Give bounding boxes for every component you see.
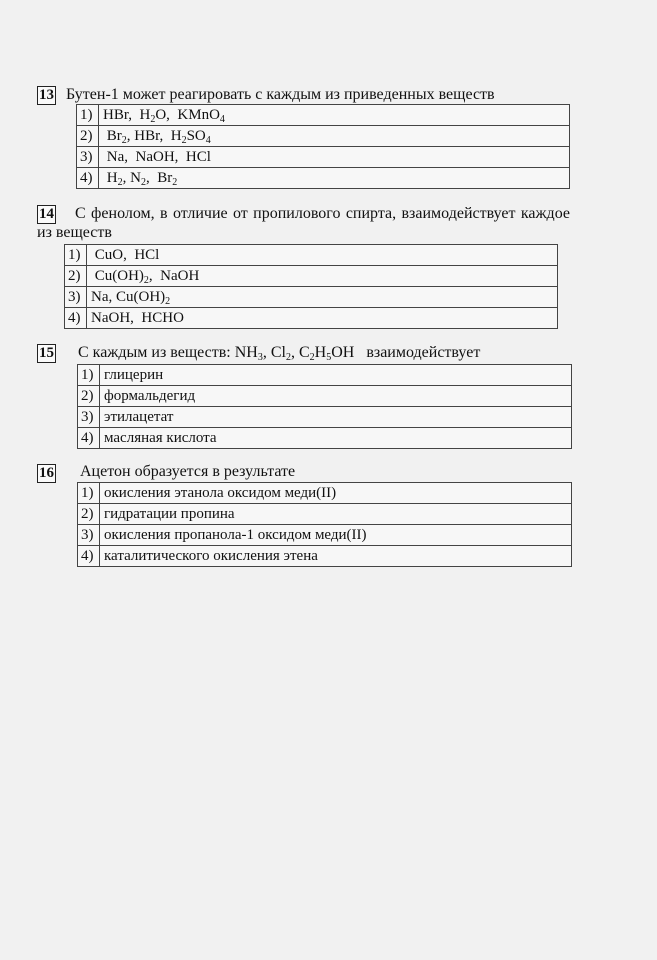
- option-row: [77, 168, 570, 189]
- option-number: 3): [77, 147, 99, 168]
- option-number: 4): [77, 168, 99, 189]
- option-number: 1): [77, 105, 99, 126]
- question-text: Бутен-1 может реагировать с каждым из приведенных веществ: [66, 86, 495, 103]
- option-number: 2): [77, 126, 99, 147]
- option-text: окисления пропанола-1 оксидом меди(II): [100, 525, 572, 546]
- question-number: 13: [39, 87, 54, 103]
- option-number: 2): [78, 504, 100, 525]
- option-row: [78, 386, 572, 407]
- option-row: [78, 504, 572, 525]
- option-text: каталитического окисления этена: [100, 546, 572, 567]
- option-text: Na, NaOH, HCl: [99, 147, 570, 168]
- option-number: 2): [78, 386, 100, 407]
- option-number: 2): [65, 266, 87, 287]
- option-text: $H_2$, $N_2$, $Br_2$: [99, 168, 570, 189]
- options-table: [76, 104, 570, 189]
- option-text: гидратации пропина: [100, 504, 572, 525]
- option-row: [65, 308, 558, 329]
- option-text: Na, $Cu(OH)_2$: [87, 287, 558, 308]
- option-text: NaOH, HCHO: [87, 308, 558, 329]
- option-text: окисления этанола оксидом меди(II): [100, 483, 572, 504]
- option-row: [77, 105, 570, 126]
- option-row: [77, 147, 570, 168]
- option-row: [78, 407, 572, 428]
- option-row: [78, 483, 572, 504]
- option-row: [65, 287, 558, 308]
- option-row: [78, 525, 572, 546]
- option-row: [77, 126, 570, 147]
- option-number: 3): [78, 407, 100, 428]
- option-row: [78, 428, 572, 449]
- option-text: CuO, HCl: [87, 245, 558, 266]
- question-text: С фенолом, в отличие от пропилового спирта, взаимодействует каждое из веществ: [37, 205, 570, 241]
- option-text: HBr, $H_2O$, KMnO$_4$: [99, 105, 570, 126]
- option-text: глицерин: [100, 365, 572, 386]
- option-row: [78, 546, 572, 567]
- options-table: [77, 364, 572, 449]
- question-number: 16: [39, 465, 54, 481]
- question-number: 15: [39, 345, 54, 361]
- option-row: [65, 245, 558, 266]
- option-row: [65, 266, 558, 287]
- question-text: С каждым из веществ: $NH_3$, $Cl_2$, $C_2H_5OH$ взаимодействует: [78, 344, 481, 363]
- option-number: 4): [78, 546, 100, 567]
- option-number: 1): [78, 483, 100, 504]
- option-number: 1): [65, 245, 87, 266]
- option-text: $Br_2$, HBr, $H_2SO_4$: [99, 126, 570, 147]
- question-number: 14: [39, 206, 54, 222]
- option-text: масляная кислота: [100, 428, 572, 449]
- option-number: 3): [65, 287, 87, 308]
- option-number: 4): [65, 308, 87, 329]
- option-row: [78, 365, 572, 386]
- question-text: Ацетон образуется в результате: [80, 463, 296, 480]
- option-number: 1): [78, 365, 100, 386]
- option-text: $Cu(OH)_2$, NaOH: [87, 266, 558, 287]
- options-table: [64, 244, 558, 329]
- option-text: формальдегид: [100, 386, 572, 407]
- option-text: этилацетат: [100, 407, 572, 428]
- options-table: [77, 482, 572, 567]
- option-number: 4): [78, 428, 100, 449]
- option-number: 3): [78, 525, 100, 546]
